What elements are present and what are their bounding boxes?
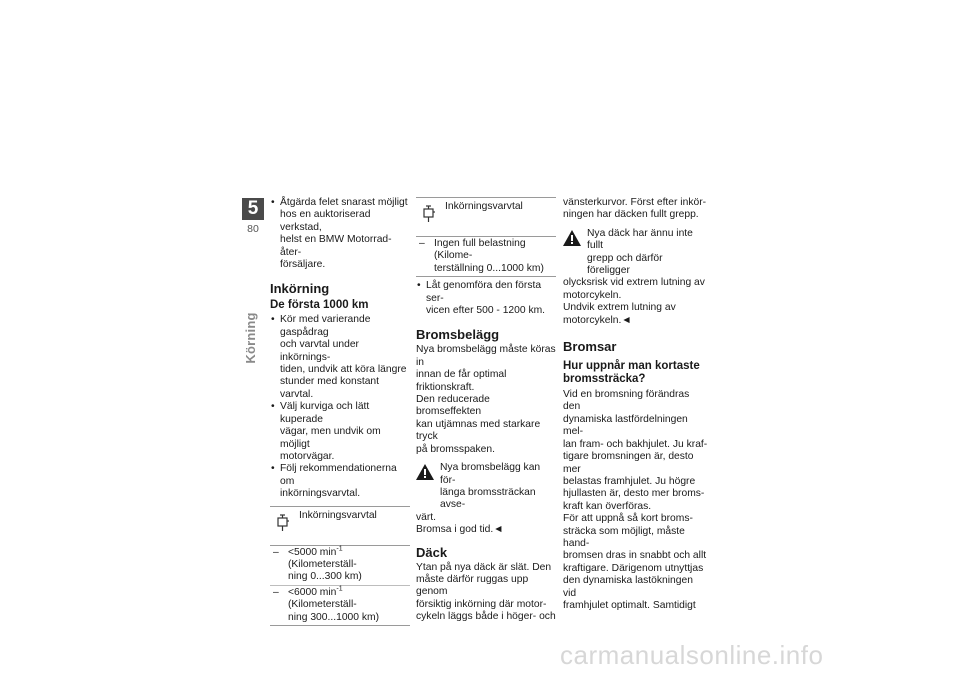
info-box-header [416,198,556,237]
subsection-heading: Hur uppnår man kortaste bromssträcka? [563,360,700,386]
warning-note: Nya bromsbelägg kan för- länga bromssträckan avse- värt. Bromsa i god tid.◄ [416,462,556,536]
info-box-rpm [416,197,556,277]
paragraph: vänsterkurvor. Först efter inkör- ningen har däcken fullt grepp. [563,197,707,221]
warning-triangle-icon [416,464,434,480]
list-item: • Kör med varierande gaspådrag och varvtal under inkörnings- tiden, undvik att köra längre stunder med konstant varvtal. [271,314,407,400]
section-heading: Däck [416,544,448,560]
info-box-rpm [270,506,410,626]
column-2 [416,197,556,624]
chapter-number: 5 [242,198,264,220]
info-box-label: Inkörningsvarvtal [299,509,377,521]
list-item: • Välj kurviga och lätt kuperade vägar, men undvik om möjligt motorvägar. [271,401,381,462]
warning-text: värt. [416,511,437,523]
section-heading: Bromsar [563,339,617,355]
page-number: 80 [247,223,259,235]
info-box-row: – <5000 $\min^{-1}$ (Kilometerställ- ning 0...300 km) [270,546,410,586]
info-box-row: – <6000 $\min^{-1}$ (Kilometerställ- ning 300...1000 km) [273,585,380,623]
warning-text: Bromsa i god tid.◄ [416,524,504,536]
paragraph: Ytan på nya däck är slät. Den måste därför ruggas upp genom försiktig inkörning där motor- cykeln läggs både i höger- och [416,561,556,623]
info-box-label: Inkörningsvarvtal [445,201,523,212]
list-item: • Åtgärda felet snarast möjligt hos en auktoriserad verkstad, helst en BMW Motorrad-åter- försäljare. [271,197,408,271]
watermark: carmanualsonline.info [560,640,824,670]
engine-speed-icon [276,514,290,532]
engine-speed-icon [422,205,436,223]
section-heading: Inkörning [270,281,330,297]
paragraph: Nya bromsbelägg måste köras in innan de får optimal friktionskraft. Den reducerade bromseffekten kan utjämnas med starkare tryck på bromsspaken. [416,344,556,455]
list-item: • Låt genomföra den första ser- vicen efter 500 - 1200 km. [417,280,546,317]
chapter-side-title: Körning [243,312,258,364]
column-3 [563,197,708,612]
subsection-heading: De första 1000 km [270,299,369,312]
info-box-header [270,507,410,546]
section-heading: Bromsbelägg [416,327,500,343]
warning-triangle-icon [563,230,581,246]
warning-note: Nya däck har ännu inte fullt grepp och därför föreligger olycksrisk vid extrem lutning av motorcykeln. Undvik extrem lutning av motorcykeln.◄ [563,227,705,326]
column-1 [270,197,410,629]
paragraph: Vid en bromsning förändras den dynamiska lastfördelningen mel- lan fram- och bakhjulet. Ju kraf- tigare bromsningen är, desto mer belastas framhjulet. Ju högre hjullasten är, desto mer broms- kraft kan överföras. För att uppnå så kort broms- sträcka som möjligt, måste hand- bromsen dras in snabbt och allt kraftigare. Därigenom utnyttjas den dynamiska lastökningen vid framhjulet optimalt. Samtidigt [563,389,708,611]
info-box-row: – Ingen full belastning (Kilome- terställning 0...1000 km) [419,238,544,274]
list-item: • Följ rekommendationerna om inkörningsvarvtal. [271,463,397,500]
